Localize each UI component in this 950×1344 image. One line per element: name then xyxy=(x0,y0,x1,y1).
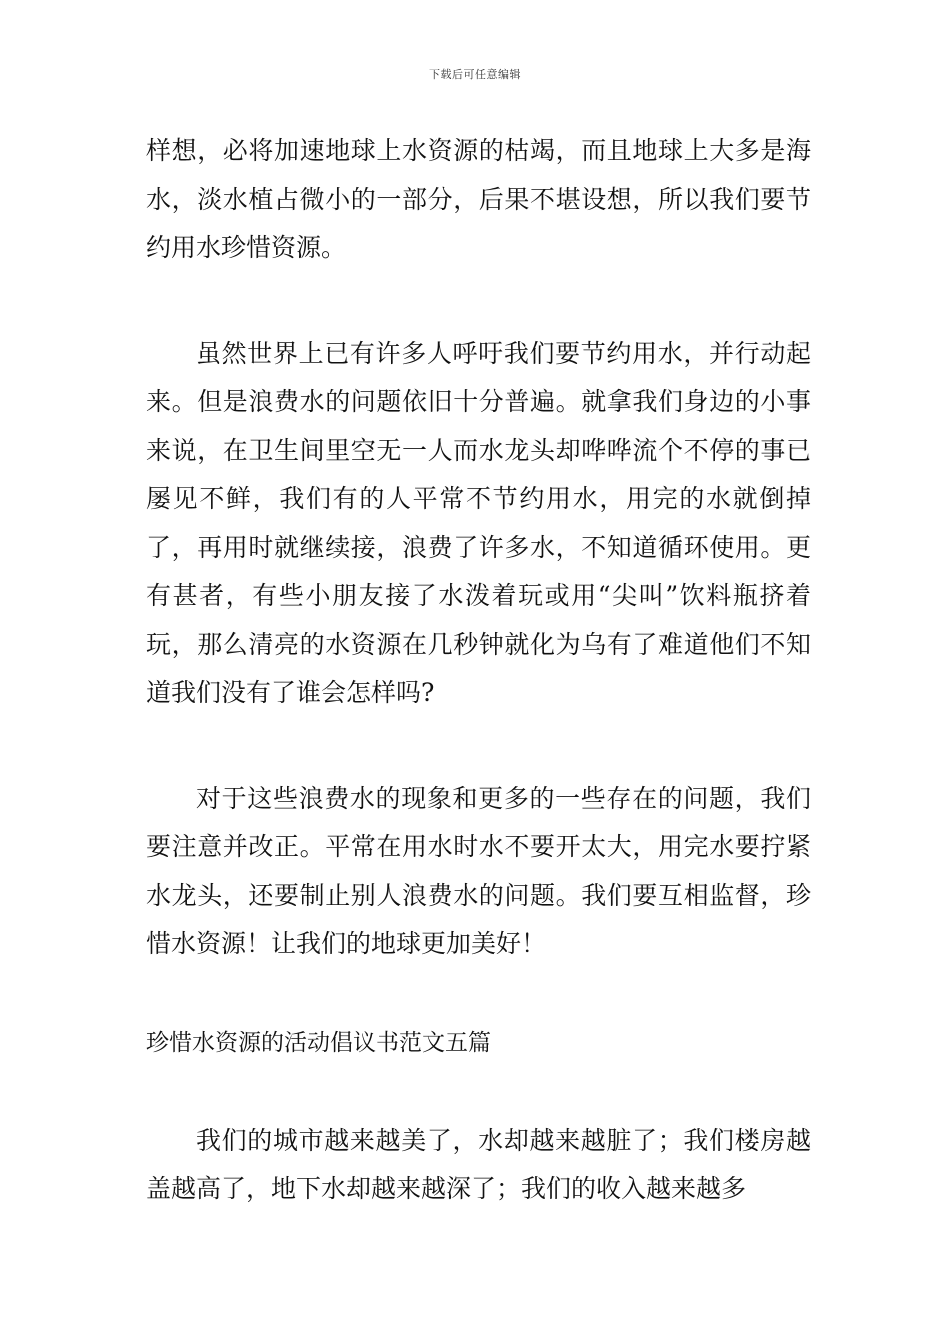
document-body xyxy=(146,127,811,1214)
paragraph-gap xyxy=(146,718,811,775)
paragraph-1: 样想，必将加速地球上水资源的枯竭，而且地球上大多是海水，淡水植占微小的一部分，后果不堪设想，所以我们要节约用水珍惜资源。 xyxy=(146,136,811,262)
paragraph-gap xyxy=(146,273,811,330)
section-heading: 珍惜水资源的活动倡议书范文五篇 xyxy=(146,1029,491,1056)
paragraph-gap xyxy=(146,969,811,1019)
paragraph-3: 对于这些浪费水的现象和更多的一些存在的问题，我们要注意并改正。平常在用水时水不要开太大，用完水要拧紧水龙头，还要制止别人浪费水的问题。我们要互相监督，珍惜水资源！让我们的地球更加美好！ xyxy=(146,783,811,958)
paragraph-4: 我们的城市越来越美了，水却越来越脏了；我们楼房越盖越高了，地下水却越来越深了；我们的收入越来越多 xyxy=(146,1125,811,1203)
paragraph-2: 虽然世界上已有许多人呼吁我们要节约用水，并行动起来。但是浪费水的问题依旧十分普遍。就拿我们身边的小事来说，在卫生间里空无一人而水龙头却哗哗流个不停的事已屡见不鲜，我们有的人平常不节约用水，用完的水就倒掉了，再用时就继续接，浪费了许多水，不知道循环使用。更有甚者，有些小朋友接了水泼着玩或用“尖叫”饮料瓶挤着玩，那么清亮的水资源在几秒钟就化为乌有了难道他们不知道我们没有了谁会怎样吗? xyxy=(146,338,811,707)
header-note: 下载后可任意编辑 xyxy=(429,68,521,81)
paragraph-gap xyxy=(146,1067,811,1117)
